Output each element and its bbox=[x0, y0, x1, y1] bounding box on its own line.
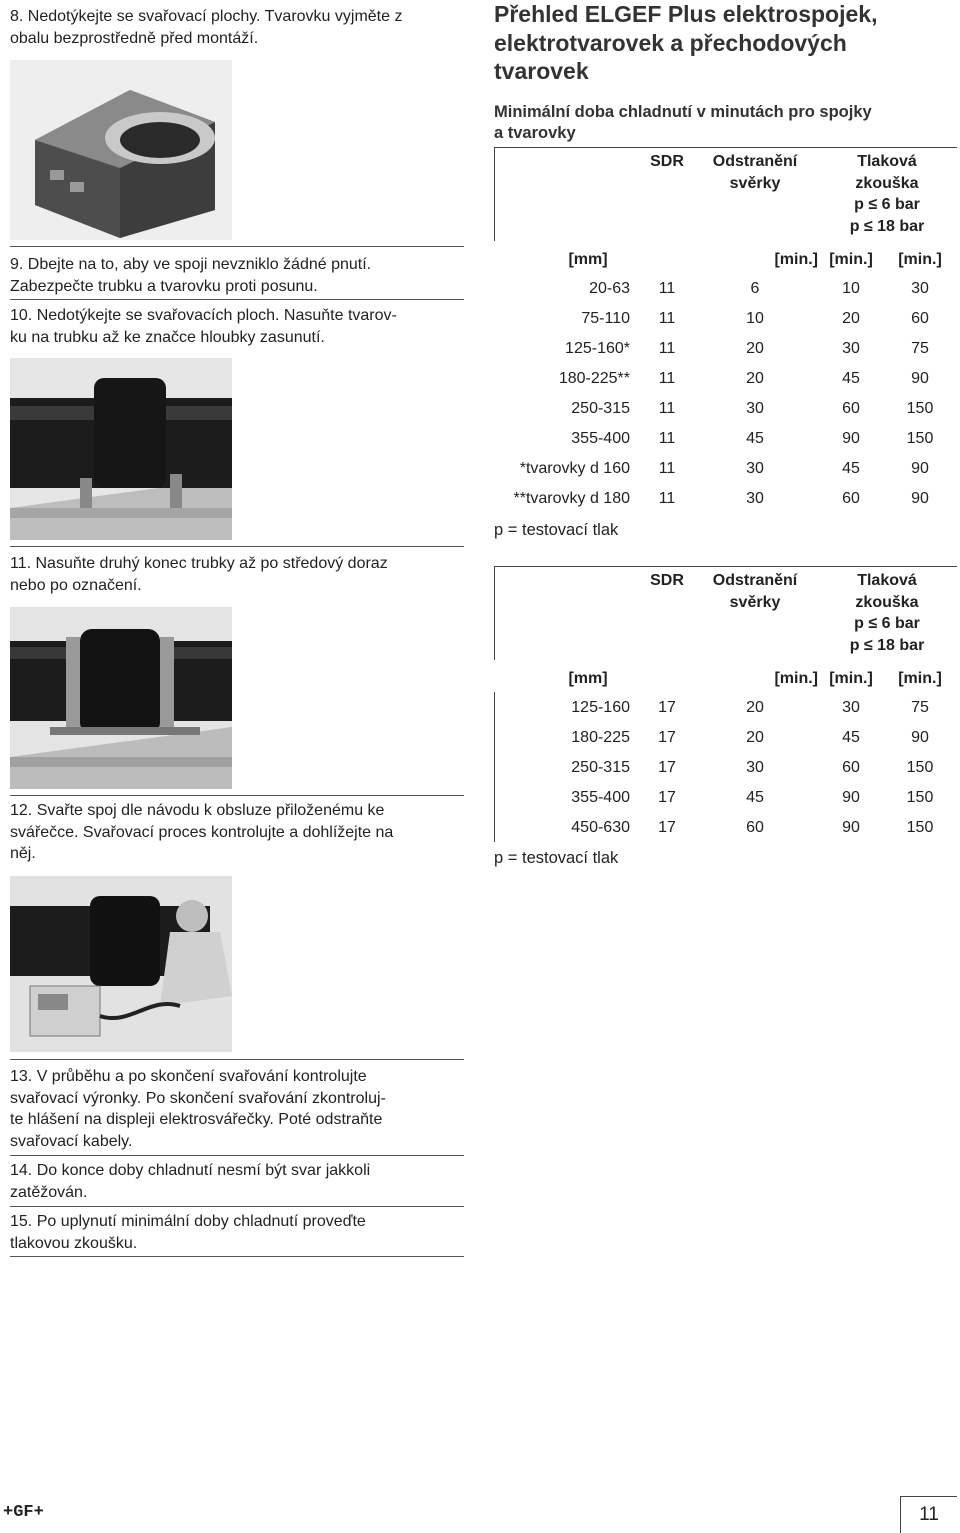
header-blank bbox=[494, 151, 642, 245]
cell-value: 20 bbox=[746, 699, 764, 716]
step-13-line: svařovací výronky. Po skončení svařování zkontroluj- bbox=[10, 1089, 386, 1107]
step-12 bbox=[10, 800, 393, 865]
cell-value: 6 bbox=[750, 280, 760, 297]
step-14 bbox=[10, 1160, 370, 1203]
page-number: 11 bbox=[900, 1496, 957, 1533]
cell-value: 75 bbox=[911, 699, 929, 716]
section-subtitle bbox=[494, 102, 872, 144]
step-13-line: te hlášení na displeji elektrosvářečky. Poté odstraňte bbox=[10, 1111, 383, 1128]
header-clamp-removal bbox=[692, 570, 818, 664]
step-11-line: 11. Nasuňte druhý konec trubky až po středový doraz bbox=[10, 555, 388, 572]
cell-value: 90 bbox=[911, 729, 929, 746]
step-13 bbox=[10, 1066, 386, 1152]
cell-value: 45 bbox=[746, 430, 764, 447]
cell-value: 150 bbox=[906, 430, 934, 447]
step-14-line: 14. Do konce doby chladnutí nesmí být svar jakkoli bbox=[10, 1162, 371, 1179]
photo-coupler-clamped bbox=[10, 607, 232, 789]
cell-value: 20 bbox=[746, 370, 764, 387]
step-13-line: 13. V průběhu a po skončení svařování kontrolujte bbox=[10, 1068, 367, 1085]
cell-value: 10 bbox=[842, 280, 860, 297]
cell-value: 17 bbox=[658, 789, 676, 806]
unit-blank bbox=[642, 664, 692, 693]
unit-min: [min.] bbox=[898, 669, 942, 687]
cell-value: 75 bbox=[911, 340, 929, 357]
cell-value: 20 bbox=[842, 310, 860, 327]
cell-dimension: 250-315 bbox=[571, 400, 630, 417]
header-line: Odstranění bbox=[712, 153, 798, 170]
table-sdr11 bbox=[494, 151, 956, 514]
divider bbox=[10, 1155, 464, 1156]
step-12-line: svářečce. Svařovací proces kontrolujte a dohlížejte na bbox=[10, 823, 394, 841]
cell-value: 60 bbox=[911, 310, 929, 327]
subtitle-line: a tvarovky bbox=[494, 124, 576, 142]
divider bbox=[10, 246, 464, 247]
cell-value: 11 bbox=[658, 430, 676, 447]
cell-value: 11 bbox=[658, 310, 676, 327]
divider bbox=[10, 299, 464, 300]
cell-value: 30 bbox=[746, 400, 764, 417]
cell-dimension: 250-315 bbox=[571, 759, 630, 776]
table-row bbox=[494, 454, 956, 484]
unit-blank bbox=[642, 245, 692, 274]
cell-value: 11 bbox=[658, 490, 676, 507]
table-row bbox=[494, 783, 956, 813]
cell-dimension: 180-225** bbox=[558, 370, 630, 387]
step-12-line: něj. bbox=[10, 845, 36, 862]
cell-value: 30 bbox=[911, 280, 929, 297]
step-8 bbox=[10, 6, 402, 49]
cell-value: 90 bbox=[842, 430, 860, 447]
cell-value: 11 bbox=[658, 340, 676, 357]
step-14-line: zatěžován. bbox=[10, 1183, 88, 1201]
header-line: svěrky bbox=[729, 174, 781, 192]
step-8-line: 8. Nedotýkejte se svařovací plochy. Tvarovku vyjměte z bbox=[10, 8, 403, 25]
title-line: tvarovek bbox=[494, 58, 589, 84]
cell-value: 45 bbox=[842, 460, 860, 477]
table-row bbox=[494, 484, 956, 514]
unit-mm: [mm] bbox=[568, 669, 608, 687]
divider bbox=[10, 1256, 464, 1257]
photo-welder-operator bbox=[10, 876, 232, 1052]
cell-value: 30 bbox=[746, 460, 764, 477]
cell-value: 90 bbox=[911, 370, 929, 387]
step-15-line: tlakovou zkoušku. bbox=[10, 1234, 138, 1252]
cell-value: 11 bbox=[658, 460, 676, 477]
cell-value: 30 bbox=[746, 759, 764, 776]
step-11 bbox=[10, 553, 388, 596]
cell-value: 60 bbox=[842, 490, 860, 507]
test-pressure-note: p = testovací tlak bbox=[494, 849, 619, 867]
divider bbox=[10, 795, 464, 796]
cell-value: 45 bbox=[842, 729, 860, 746]
cell-value: 11 bbox=[658, 370, 676, 387]
step-10-line: ku na trubku až ke značce hloubky zasunutí. bbox=[10, 328, 325, 346]
cell-value: 60 bbox=[842, 759, 860, 776]
cell-dimension: 355-400 bbox=[571, 430, 630, 447]
step-10-line: 10. Nedotýkejte se svařovacích ploch. Nasuňte tvarov- bbox=[10, 307, 397, 324]
cell-dimension: 20-63 bbox=[589, 280, 630, 297]
header-pressure-test bbox=[818, 570, 956, 664]
table-row bbox=[494, 693, 956, 723]
subtitle-line: Minimální doba chladnutí v minutách pro spojky bbox=[494, 103, 872, 121]
divider bbox=[10, 1059, 464, 1060]
cell-value: 60 bbox=[746, 819, 764, 836]
cell-value: 10 bbox=[746, 310, 764, 327]
cell-value: 90 bbox=[842, 819, 860, 836]
cell-value: 150 bbox=[906, 789, 934, 806]
cell-value: 45 bbox=[746, 789, 764, 806]
table-row bbox=[494, 364, 956, 394]
table-row bbox=[494, 304, 956, 334]
cell-value: 17 bbox=[658, 699, 676, 716]
cell-value: 17 bbox=[658, 759, 676, 776]
step-9-line: Zabezpečte trubku a tvarovku proti posunu. bbox=[10, 277, 318, 295]
cell-value: 11 bbox=[658, 280, 676, 297]
step-15 bbox=[10, 1211, 366, 1254]
cell-value: 150 bbox=[906, 819, 934, 836]
cell-value: 90 bbox=[911, 460, 929, 477]
table-sdr17 bbox=[494, 570, 956, 843]
header-line: svěrky bbox=[729, 593, 781, 611]
header-line: p ≤ 6 bar bbox=[854, 615, 920, 632]
header-sdr: SDR bbox=[650, 572, 684, 589]
table-row bbox=[494, 813, 956, 843]
cell-dimension: *tvarovky d 160 bbox=[519, 460, 630, 477]
cell-dimension: **tvarovky d 180 bbox=[513, 490, 630, 507]
unit-min: [min.] bbox=[774, 669, 818, 687]
divider bbox=[10, 1206, 464, 1207]
header-line: zkouška bbox=[855, 593, 919, 611]
section-title bbox=[494, 0, 877, 86]
cell-value: 60 bbox=[842, 400, 860, 417]
unit-min: [min.] bbox=[774, 250, 818, 268]
header-line: Tlaková bbox=[857, 153, 917, 170]
table-row bbox=[494, 334, 956, 364]
step-13-line: svařovací kabely. bbox=[10, 1132, 133, 1150]
header-line: p ≤ 6 bar bbox=[854, 196, 920, 213]
header-line: p ≤ 18 bar bbox=[849, 217, 925, 235]
photo-pipe-in-clamp bbox=[10, 358, 232, 540]
step-12-line: 12. Svařte spoj dle návodu k obsluze přiloženému ke bbox=[10, 802, 385, 819]
cell-value: 90 bbox=[842, 789, 860, 806]
title-line: elektrotvarovek a přechodových bbox=[494, 29, 847, 56]
cell-value: 20 bbox=[746, 729, 764, 746]
step-11-line: nebo po označení. bbox=[10, 576, 142, 594]
cell-dimension: 125-160 bbox=[571, 699, 630, 716]
cell-value: 90 bbox=[911, 490, 929, 507]
cell-value: 11 bbox=[658, 400, 676, 417]
photo-fitting-in-box bbox=[10, 60, 232, 240]
cell-value: 30 bbox=[746, 490, 764, 507]
table-row bbox=[494, 394, 956, 424]
cell-dimension: 180-225 bbox=[571, 729, 630, 746]
header-sdr: SDR bbox=[650, 153, 684, 170]
cell-value: 150 bbox=[906, 400, 934, 417]
cell-value: 20 bbox=[746, 340, 764, 357]
header-pressure-test bbox=[818, 151, 956, 245]
step-15-line: 15. Po uplynutí minimální doby chladnutí proveďte bbox=[10, 1213, 366, 1230]
step-9-line: 9. Dbejte na to, aby ve spoji nevzniklo žádné pnutí. bbox=[10, 256, 372, 273]
cell-value: 30 bbox=[842, 340, 860, 357]
table-row bbox=[494, 424, 956, 454]
unit-min: [min.] bbox=[829, 250, 873, 268]
cell-value: 150 bbox=[906, 759, 934, 776]
cell-dimension: 75-110 bbox=[581, 310, 630, 327]
header-line: Odstranění bbox=[712, 572, 798, 589]
title-line: Přehled ELGEF Plus elektrospojek, bbox=[494, 1, 878, 27]
table-row bbox=[494, 753, 956, 783]
header-blank bbox=[494, 570, 642, 664]
step-8-line: obalu bezprostředně před montáží. bbox=[10, 29, 259, 47]
cell-value: 17 bbox=[658, 729, 676, 746]
cell-value: 17 bbox=[658, 819, 676, 836]
cell-dimension: 450-630 bbox=[571, 819, 630, 836]
cell-value: 30 bbox=[842, 699, 860, 716]
header-clamp-removal bbox=[692, 151, 818, 245]
unit-min: [min.] bbox=[898, 250, 942, 268]
table-row bbox=[494, 274, 956, 304]
header-line: Tlaková bbox=[857, 572, 917, 589]
table-row bbox=[494, 723, 956, 753]
divider bbox=[10, 546, 464, 547]
step-10 bbox=[10, 305, 397, 348]
step-9 bbox=[10, 254, 371, 297]
test-pressure-note: p = testovací tlak bbox=[494, 521, 619, 539]
cell-value: 45 bbox=[842, 370, 860, 387]
header-line: zkouška bbox=[855, 174, 919, 192]
unit-min: [min.] bbox=[829, 669, 873, 687]
cell-dimension: 125-160* bbox=[565, 340, 630, 357]
cell-dimension: 355-400 bbox=[571, 789, 630, 806]
unit-mm: [mm] bbox=[568, 250, 608, 268]
brand-logo: +GF+ bbox=[3, 1503, 44, 1522]
header-line: p ≤ 18 bar bbox=[849, 636, 925, 654]
